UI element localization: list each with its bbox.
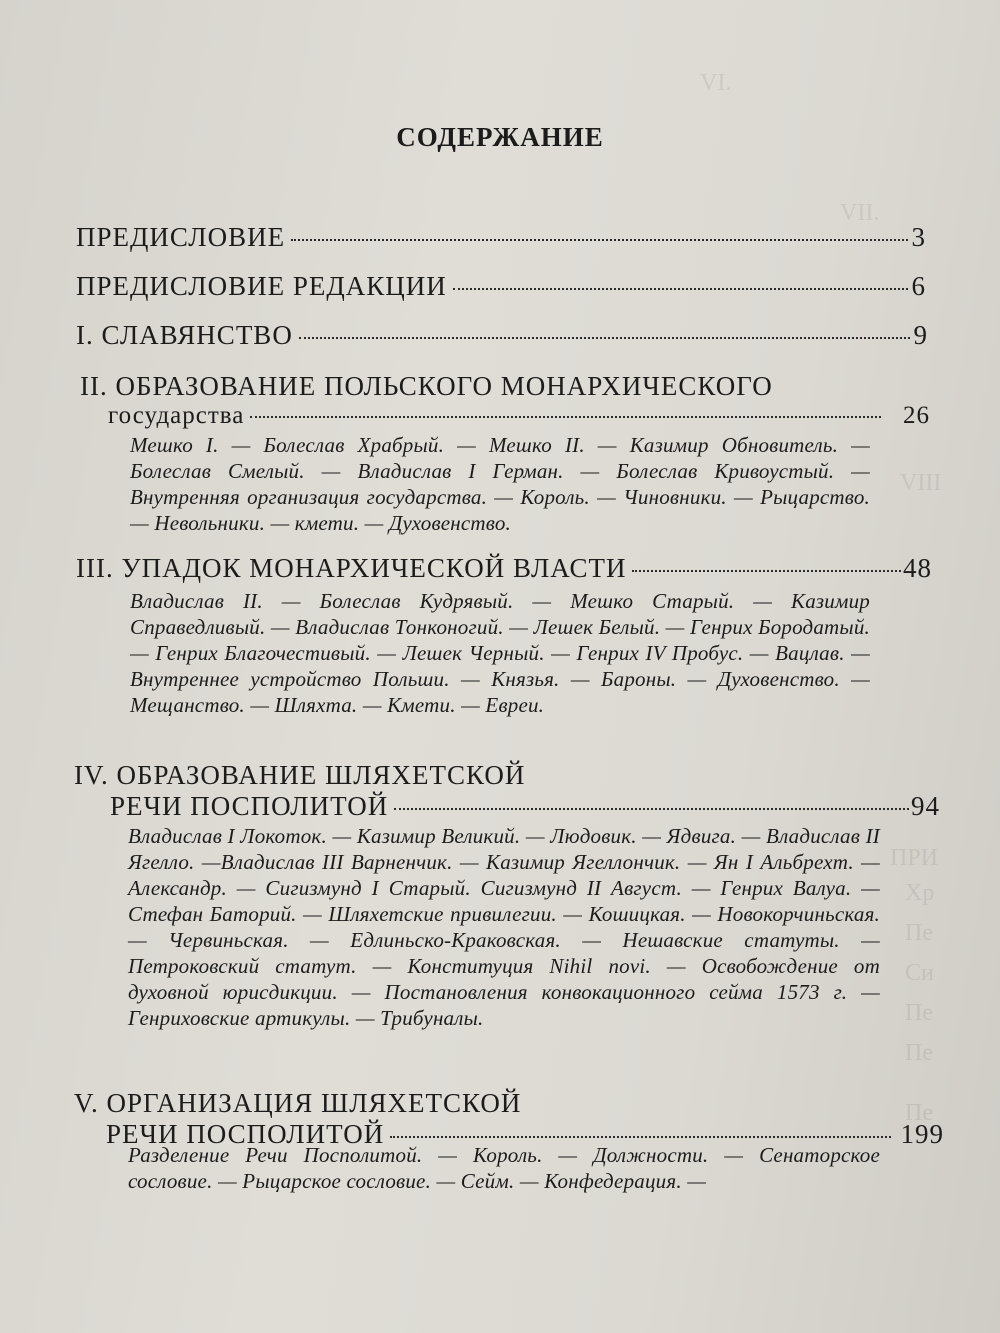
leader-dots bbox=[632, 570, 901, 572]
toc-subtopics: Владислав I Локоток. — Казимир Великий. — Людовик. — Ядвига. — Владислав II Ягелло. —Владислав III Варненчик. — Казимир Ягеллончик. — Ян I Альбрехт. — Александр. — Сигизмунд I Старый. Сигизмунд II Август. — Генрих Валуа. — Стефан Баторий. — Шляхетские привилегии. — Кошицкая. — Новокорчиньская. — Червиньская. — Едлиньско-Краковская. — Нешавские статуты. — Петроковский статут. — Конституция Nihil novi. — Освобождение от духовной юрисдикции. — Постановления конвокационного сейма 1573 г. — Генриховские артикулы. — Трибуналы. bbox=[128, 824, 880, 1030]
toc-entry-editorial-preface[interactable] bbox=[76, 271, 926, 302]
toc-entry-title: III. УПАДОК МОНАРХИЧЕСКОЙ ВЛАСТИ bbox=[76, 553, 627, 583]
toc-page-number: 9 bbox=[913, 320, 928, 350]
toc-page-number: 6 bbox=[911, 271, 926, 301]
toc-entry-title-line2: РЕЧИ ПОСПОЛИТОЙ bbox=[106, 1119, 385, 1149]
toc-entry-title-line1: V. ОРГАНИЗАЦИЯ ШЛЯХЕТСКОЙ bbox=[74, 1088, 522, 1118]
toc-entry-preface[interactable] bbox=[76, 222, 926, 253]
leader-dots bbox=[453, 288, 908, 290]
toc-entry-title-line1: II. ОБРАЗОВАНИЕ ПОЛЬСКОГО МОНАРХИЧЕСКОГО bbox=[80, 371, 773, 401]
toc-entry-chapter-1[interactable] bbox=[76, 320, 928, 351]
toc-page-number: 48 bbox=[903, 553, 932, 583]
toc-page-number: 199 bbox=[900, 1119, 944, 1149]
leader-dots bbox=[394, 808, 909, 810]
toc-entry-title: ПРЕДИСЛОВИЕ РЕДАКЦИИ bbox=[76, 271, 447, 301]
toc-page-number: 94 bbox=[911, 791, 940, 821]
toc-entry-title-line1: IV. ОБРАЗОВАНИЕ ШЛЯХЕТСКОЙ bbox=[74, 760, 526, 790]
toc-entry-chapter-2[interactable] bbox=[80, 371, 930, 430]
leader-dots bbox=[291, 239, 907, 241]
toc-entry-chapter-5[interactable] bbox=[74, 1088, 944, 1150]
toc-page-number: 26 bbox=[903, 402, 930, 429]
leader-dots bbox=[299, 337, 910, 339]
toc-entry-chapter-4[interactable] bbox=[74, 760, 940, 822]
toc-entry-title-line2: государства bbox=[108, 402, 245, 429]
toc-subtopics: Разделение Речи Посполитой. — Король. — Должности. — Сенаторское сословие. — Рыцарское сословие. — Сейм. — Конфедерация. — bbox=[128, 1143, 880, 1193]
toc-entry-title: ПРЕДИСЛОВИЕ bbox=[76, 222, 286, 252]
toc-subtopics: Владислав II. — Болеслав Кудрявый. — Мешко Старый. — Казимир Справедливый. — Владислав Тонконогий. — Лешек Белый. — Генрих Бородатый. — Генрих Благочестивый. — Лешек Черный. — Генрих IV Пробус. — Вацлав. — Внутреннее устройство Польши. — Князья. — Бароны. — Духовенство. —Мещанство. — Шляхта. — Кмети. — Евреи. bbox=[130, 589, 870, 717]
bleed-through-background: VI. VII. VIII ПРИ Хр Пе Си Пе Пе Пе bbox=[700, 70, 942, 1126]
toc-subtopics: Мешко I. — Болеслав Храбрый. — Мешко II. — Казимир Обновитель. — Болеслав Смелый. — Владислав I Герман. — Болеслав Кривоустый. — Внутренняя организация государства. — Король. — Чиновники. — Рыцарство. — Невольники. — кмети. — Духовенство. bbox=[130, 433, 870, 535]
leader-dots bbox=[390, 1136, 890, 1138]
toc-entry-title: I. СЛАВЯНСТВО bbox=[76, 320, 293, 350]
leader-dots bbox=[250, 416, 881, 418]
page-title: СОДЕРЖАНИЕ bbox=[396, 122, 604, 152]
toc-entry-chapter-3[interactable] bbox=[76, 553, 932, 584]
toc-entry-title-line2: РЕЧИ ПОСПОЛИТОЙ bbox=[110, 791, 389, 821]
toc-page-number: 3 bbox=[911, 222, 926, 252]
